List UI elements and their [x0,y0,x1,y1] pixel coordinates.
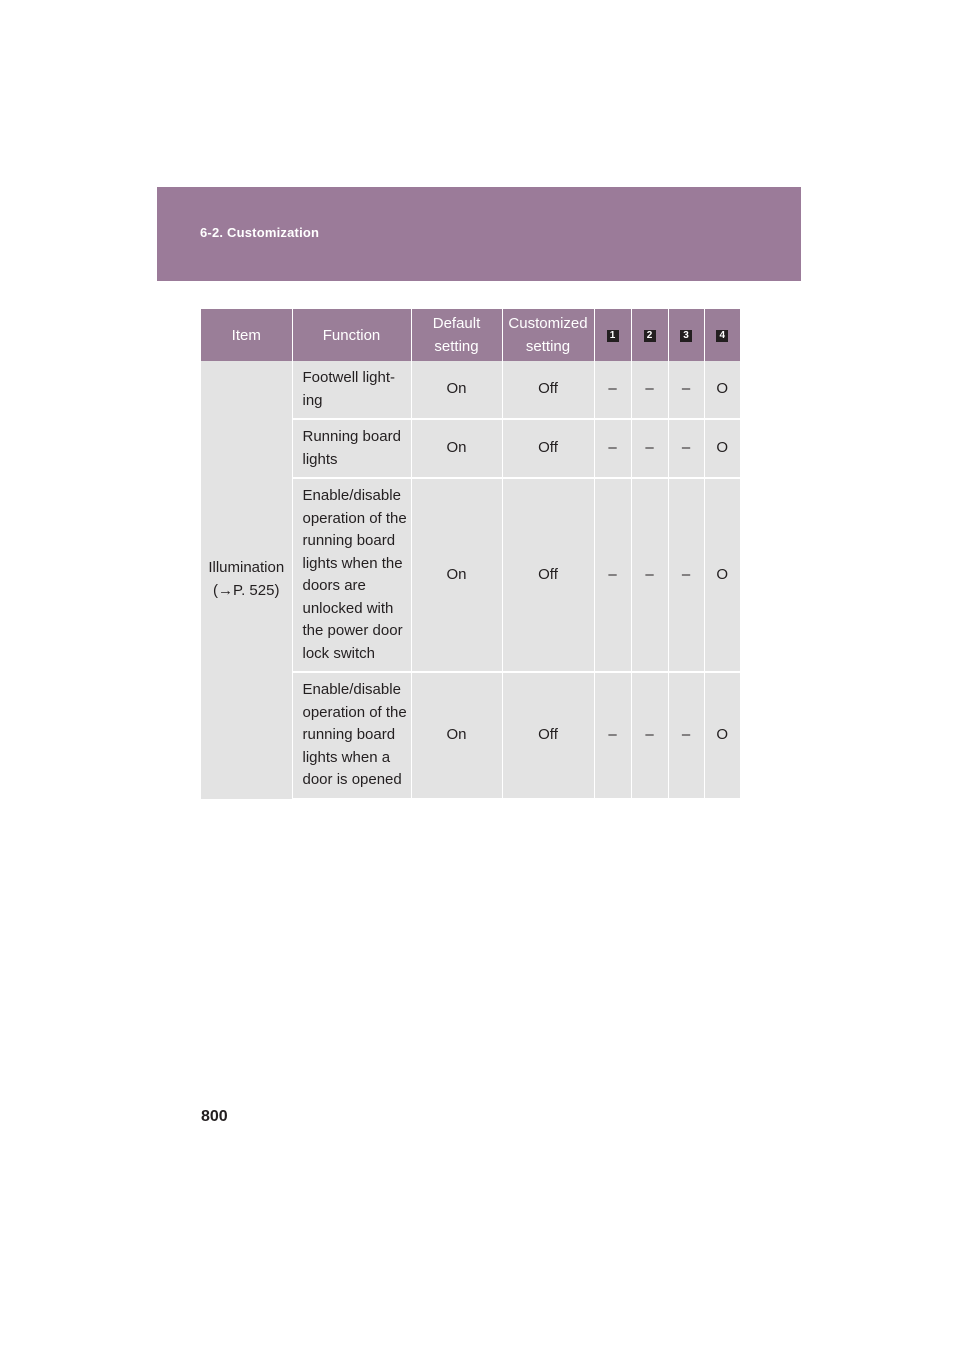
custom-cell: Off [502,672,594,799]
customization-table [201,309,740,800]
custom-cell: Off [502,361,594,419]
col4-cell: O [704,478,740,672]
section-title: 6-2. Customization [200,225,320,240]
custom-cell: Off [502,419,594,478]
default-cell: On [411,478,502,672]
custom-cell: Off [502,478,594,672]
number-3-icon: 3 [680,330,692,342]
header-col-1 [594,309,631,361]
table-row [201,361,740,419]
col3-cell: – [668,478,704,672]
function-cell: Footwell light- ing [292,361,411,419]
col1-cell: – [594,672,631,799]
function-cell: Enable/disable operation of the running board lights when a door is opened [292,672,411,799]
header-item: Item [201,309,292,361]
number-1-icon: 1 [607,330,619,342]
col3-cell: – [668,361,704,419]
col1-cell: – [594,419,631,478]
default-cell: On [411,419,502,478]
header-function: Function [292,309,411,361]
col4-cell: O [704,419,740,478]
col2-cell: – [631,672,668,799]
default-cell: On [411,361,502,419]
col4-cell: O [704,361,740,419]
item-illumination: Illumination (→P. 525) [201,361,292,799]
header-customized-setting: Customized setting [502,309,594,361]
table-header-row [201,309,740,361]
col1-cell: – [594,361,631,419]
number-2-icon: 2 [644,330,656,342]
number-4-icon: 4 [716,330,728,342]
default-cell: On [411,672,502,799]
col2-cell: – [631,361,668,419]
col2-cell: – [631,478,668,672]
page-number: 800 [201,1108,228,1125]
col4-cell: O [704,672,740,799]
col3-cell: – [668,419,704,478]
header-col-4 [704,309,740,361]
col3-cell: – [668,672,704,799]
header-default-setting: Default setting [411,309,502,361]
section-header-band [157,187,801,281]
function-cell: Running board lights [292,419,411,478]
header-col-2 [631,309,668,361]
function-cell: Enable/disable operation of the running board lights when the doors are unlocked with the power door lock switch [292,478,411,672]
col1-cell: – [594,478,631,672]
header-col-3 [668,309,704,361]
col2-cell: – [631,419,668,478]
